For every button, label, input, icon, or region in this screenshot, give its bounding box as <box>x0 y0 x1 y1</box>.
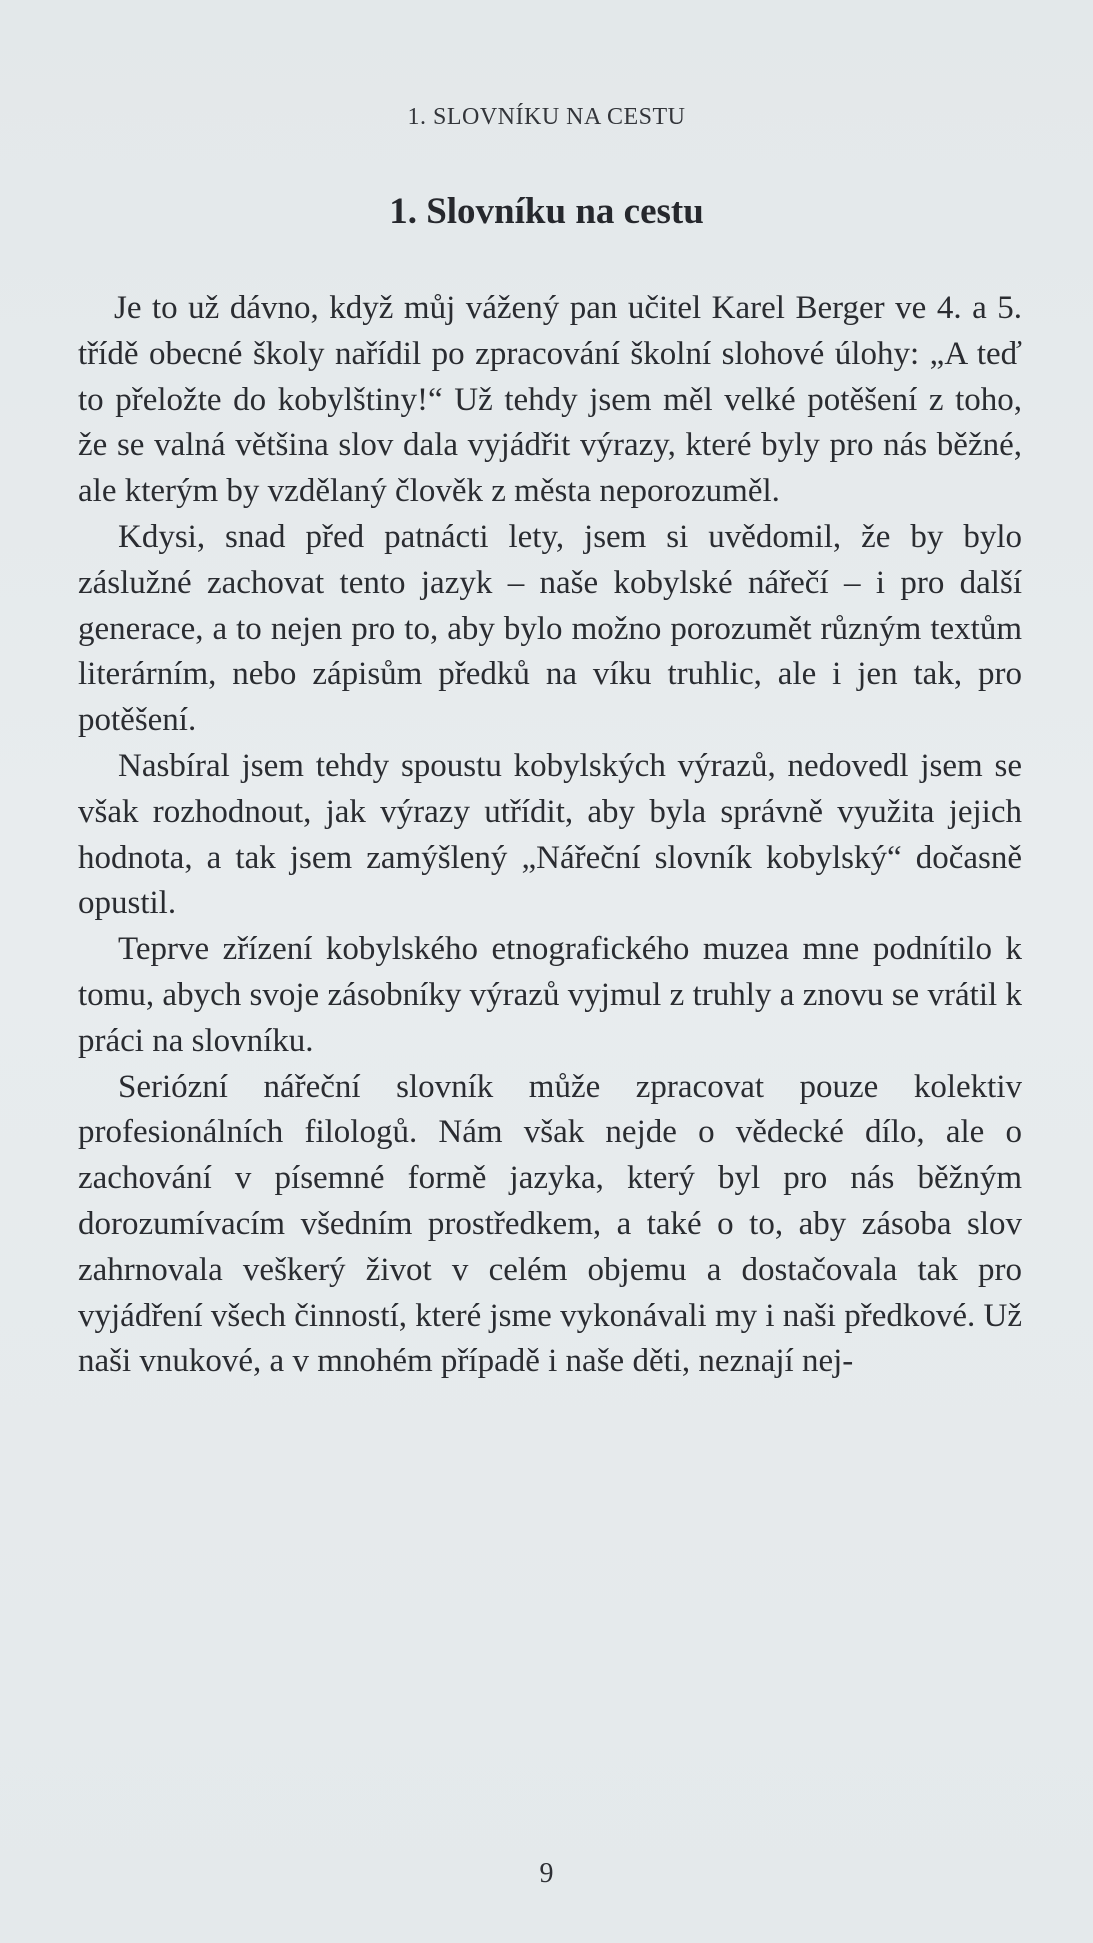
paragraph-4: Teprve zřízení kobylského etnografického muzea mne podnítilo k tomu, abych svoje zásobníky výrazů vyjmul z truhly a znovu se vrátil k práci na slovníku. <box>78 931 1022 1059</box>
page-number: 9 <box>539 1858 554 1889</box>
paragraph-1: Je to už dávno, když můj vážený pan učitel Karel Berger ve 4. a 5. třídě obecné školy nařídil po zpracování školní slohové úlohy: „A teď to přeložte do kobylštiny!“ Už tehdy jsem měl velké potěšení z toho, že se valná většina slov dala vyjádřit výrazy, které byly pro nás běžné, ale kterým by vzdělaný člověk z města neporozuměl. <box>78 290 1022 510</box>
body-text <box>78 286 1022 1385</box>
paragraph-2: Kdysi, snad před patnácti lety, jsem si uvědomil, že by bylo záslužné zachovat tento jazyk – naše kobylské nářečí – i pro další generace, a to nejen pro to, aby bylo možno porozumět různým textům literárním, nebo zápisům předků na víku truhlic, ale i jen tak, pro potěšení. <box>78 518 1022 739</box>
chapter-title: 1. Slovníku na cestu <box>389 191 704 232</box>
running-header: 1. SLOVNÍKU NA CESTU <box>407 104 686 130</box>
paragraph-3: Nasbíral jsem tehdy spoustu kobylských výrazů, nedovedl jsem se však rozhodnout, jak výrazy utřídit, aby byla správně využita jejich hodnota, a tak jsem zamýšlený „Nářeční slovník kobylský“ dočasně opustil. <box>78 747 1022 922</box>
paragraph-5: Seriózní nářeční slovník může zpracovat pouze kolektiv profesionálních filologů. Nám však nejde o vědecké dílo, ale o zachování v písemné formě jazyka, který byl pro nás běžným dorozumívacím všedním prostředkem, a také o to, aby zásoba slov zahrnovala veškerý život v celém objemu a dostačovala tak pro vyjádření všech činností, které jsme vykonávali my i naši předkové. Už naši vnukové, a v mnohém případě i naše děti, neznají nej- <box>78 1068 1022 1380</box>
